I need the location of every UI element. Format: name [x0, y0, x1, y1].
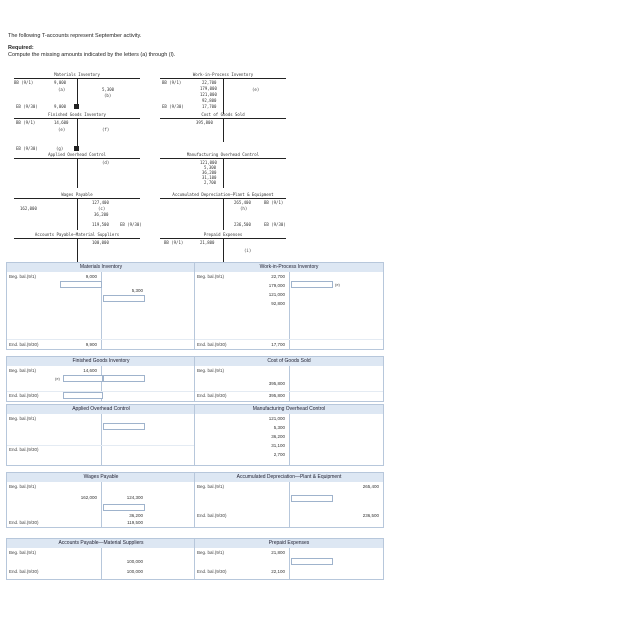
input-b[interactable]: [103, 295, 145, 302]
ws-materials-inventory: Materials Inventory Beg. bal.(9/1) 9,000 5,300 End. bal.(9/30) 9,900: [6, 262, 196, 350]
ws-finished-goods: Finished Goods Inventory Beg. bal.(9/1) 14,600 (e) End. bal.(9/30): [6, 356, 196, 402]
ws-applied-overhead: Applied Overhead Control Beg. bal.(9/1) End. bal.(9/30): [6, 404, 196, 466]
t-wip-eb: EB (9/30) 17,700: [162, 104, 217, 109]
required-label: Required:: [8, 45, 34, 51]
ws-accounts-payable: Accounts Payable—Material Suppliers Beg. bal.(9/1) 100,000 End. bal.(9/30) 100,000: [6, 538, 196, 580]
instructions: [8, 33, 175, 59]
input-e-wip[interactable]: [291, 281, 333, 288]
input-i[interactable]: [291, 558, 333, 565]
t-mfg-overhead: Manufacturing Overhead Control 121,000 5,300 36,200 31,100 2,700: [160, 152, 286, 188]
t-finished-goods: Finished Goods Inventory BB (9/1) 14,600 (e) (f): [14, 112, 140, 146]
input-a[interactable]: [60, 281, 102, 288]
input-e-fg[interactable]: [63, 375, 103, 382]
t-applied-overhead: Applied Overhead Control (d): [14, 152, 140, 188]
ws-cogs: Cost of Goods Sold Beg. bal.(9/1) 395,800 End. bal.(9/30) 395,800: [194, 356, 384, 402]
ws-wip-inventory: Work-in-Process Inventory Beg. bal.(9/1) 22,700 179,000 121,000 92,800 (e) End. bal.(9/30) 17,700: [194, 262, 384, 350]
ws-prepaid-expenses: Prepaid Expenses Beg. bal.(9/1) 21,800 End. bal.(9/30) 22,100: [194, 538, 384, 580]
t-wages-payable: Wages Payable 162,000 127,400 (c) 36,200 119,500 EB (9/30): [14, 192, 140, 230]
input-f[interactable]: [103, 375, 145, 382]
input-c[interactable]: [103, 504, 145, 511]
t-cogs: Cost of Goods Sold 395,800: [160, 112, 286, 142]
input-d[interactable]: [103, 423, 145, 430]
t-prepaid-expenses: Prepaid Expenses BB (9/1) 21,800 (i): [160, 232, 286, 262]
t-accounts-payable: Accounts Payable—Material Suppliers 100,000: [14, 232, 140, 264]
input-g[interactable]: [63, 392, 103, 399]
intro-line: The following T-accounts represent September activity.: [8, 33, 142, 39]
ws-wages-payable: Wages Payable Beg. bal.(9/1) 162,000 124,300 36,200 End. bal.(9/30) 119,500: [6, 472, 196, 528]
input-h[interactable]: [291, 495, 333, 502]
t-wip-inventory: Work-in-Process Inventory BB (9/1) 22,700 179,000 121,000 92,800 (e): [160, 72, 286, 114]
intro-question: Compute the missing amounts indicated by the letters (a) through (l).: [8, 52, 176, 58]
t-fg-eb: EB (9/30) (g): [14, 146, 140, 152]
t-accum-depreciation: Accumulated Depreciation—Plant & Equipment 265,400 BB (9/1) (h) 236,500 EB (9/30): [160, 192, 286, 230]
t-materials-inventory: Materials Inventory BB (9/1) 9,000 (a) 5,300 (b): [14, 72, 140, 107]
ws-accum-depreciation: Accumulated Depreciation—Plant & Equipment Beg. bal.(9/1) 265,400 End. bal.(9/30) 236,500: [194, 472, 384, 528]
ws-mfg-overhead: Manufacturing Overhead Control 121,000 5,300 36,200 31,100 2,700: [194, 404, 384, 466]
t-materials-eb: EB (9/30) 9,000: [14, 104, 140, 110]
